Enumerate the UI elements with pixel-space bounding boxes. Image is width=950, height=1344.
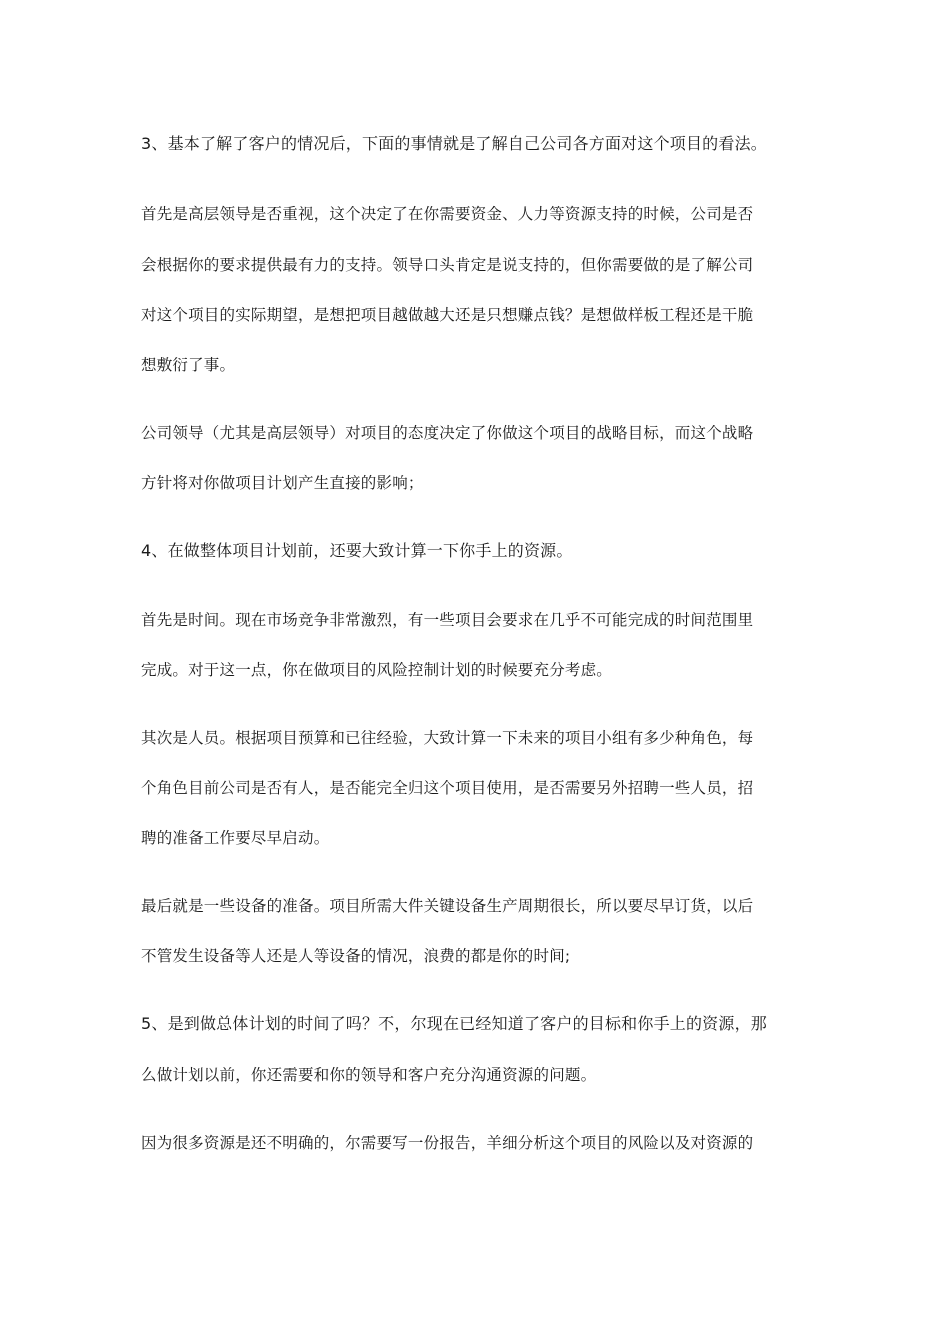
section-heading-5: 5、是到做总体计划的时间了吗？不，尔现在已经知道了客户的目标和你手上的资源，那 [141,1014,767,1033]
paragraph-line: 首先是高层领导是否重视，这个决定了在你需要资金、人力等资源支持的时候，公司是否 [141,205,754,223]
paragraph-line: 方针将对你做项目计划产生直接的影响； [141,474,424,492]
paragraph-line: 不管发生设备等人还是人等设备的情况，浪费的都是你的时间; [141,947,571,965]
paragraph-line: 公司领导（尤其是高层领导）对项目的态度决定了你做这个项目的战略目标，而这个战略 [141,424,754,442]
paragraph-line: 其次是人员。根据项目预算和已往经验，大致计算一下未来的项目小组有多少种角色，每 [141,729,754,747]
paragraph-line: 个角色目前公司是否有人，是否能完全归这个项目使用，是否需要另外招聘一些人员，招 [141,779,754,797]
paragraph-line: 对这个项目的实际期望，是想把项目越做越大还是只想赚点钱？是想做样板工程还是干脆 [141,306,754,324]
section-heading-4: 4、在做整体项目计划前，还要大致计算一下你手上的资源。 [141,541,573,560]
paragraph-line: 最后就是一些设备的准备。项目所需大件关键设备生产周期很长，所以要尽早订货，以后 [141,897,754,915]
paragraph-line: 聘的准备工作要尽早启动。 [141,829,330,847]
paragraph-line: 会根据你的要求提供最有力的支持。领导口头肯定是说支持的，但你需要做的是了解公司 [141,256,754,274]
paragraph-line: 因为很多资源是还不明确的，尔需要写一份报告，羊细分析这个项目的风险以及对资源的 [141,1134,754,1152]
paragraph-line: 完成。对于这一点，你在做项目的风险控制计划的时候要充分考虑。 [141,661,613,679]
paragraph-line: 首先是时间。现在市场竞争非常激烈，有一些项目会要求在几乎不可能完成的时间范围里 [141,611,754,629]
paragraph-line: 想敷衍了事。 [141,356,236,374]
paragraph-line: 么做计划以前，你还需要和你的领导和客户充分沟通资源的问题。 [141,1066,597,1084]
section-heading-3: 3、基本了解了客户的情况后，下面的事情就是了解自己公司各方面对这个项目的看法。 [141,134,767,153]
